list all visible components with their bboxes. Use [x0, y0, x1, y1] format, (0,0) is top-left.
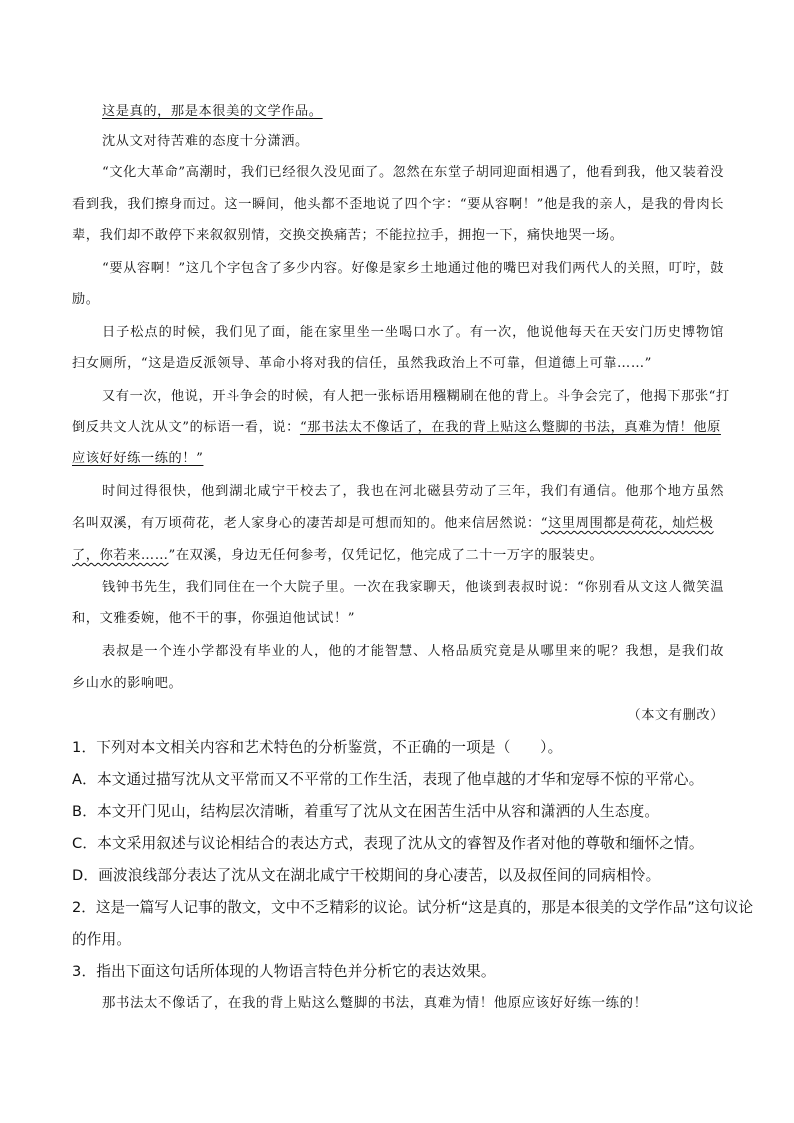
- passage-paragraph-7-line-3: [72, 545, 724, 567]
- passage-paragraph-3-line-2: 看到我，我们擦身而过。这一瞬间，他头都不歪地说了四个字：“要从容啊！”他是我的亲人，是我的骨肉长: [72, 197, 724, 212]
- passage-paragraph-4-line-1: “要从容啊！”这几个字包含了多少内容。好像是家乡土地通过他的嘴巴对我们两代人的关照，叮咛，鼓: [102, 261, 724, 276]
- paragraph-7-line-2-plain: 名叫双溪，有万顷荷花，老人家身心的凄苦却是可想而知的。他来信居然说：: [72, 516, 541, 531]
- passage-paragraph-7-line-2: [72, 513, 724, 535]
- passage-paragraph-9-line-2: 乡山水的影响吧。: [72, 676, 183, 691]
- passage-paragraph-5-line-1: 日子松点的时候，我们见了面，能在家里坐一坐喝口水了。有一次，他说他每天在天安门历史博物馆: [102, 325, 724, 340]
- passage-paragraph-3-line-3: 辈，我们却不敢停下来叙叙别情，交换交换痛苦；不能拉拉手，拥抱一下，痛快地哭一场。: [72, 228, 624, 243]
- passage-paragraph-6-line-1: 又有一次，他说，开斗争会的时候，有人把一张标语用糨糊刷在他的背上。斗争会完了，他揭下那张“打: [102, 389, 730, 404]
- passage-paragraph-4-line-2: 励。: [72, 292, 100, 307]
- question-3-quote: 那书法太不像话了，在我的背上贴这么蹩脚的书法，真难为情！他原应该好好练一练的！: [102, 996, 648, 1011]
- passage-paragraph-1: [72, 101, 724, 123]
- passage-paragraph-2: 沈从文对待苦难的态度十分潇洒。: [102, 134, 309, 149]
- passage-paragraph-6-line-3: [72, 448, 724, 470]
- source-note: （本文有删改）: [627, 708, 724, 723]
- passage-paragraph-3-line-1: “文化大革命”高潮时，我们已经很久没见面了。忽然在东堂子胡同迎面相遇了，他看到我，他又装着没: [102, 165, 724, 180]
- straight-underlined-quote-end: 应该好好练一练的！”: [72, 451, 204, 466]
- paragraph-6-line-2-plain: 倒反共文人沈从文”的标语一看，说：: [72, 420, 300, 435]
- underlined-sentence: 这是真的，那是本很美的文学作品。: [102, 104, 323, 119]
- passage-paragraph-9-line-1: 表叔是一个连小学都没有毕业的人，他的才能智慧、人格品质究竟是从哪里来的呢？我想，是我们故: [102, 644, 724, 659]
- paragraph-7-line-3-plain: ”在双溪，身边无任何参考，仅凭记忆，他完成了二十一万字的服装史。: [168, 548, 604, 563]
- passage-paragraph-7-line-1: 时间过得很快，他到湖北咸宁干校去了，我也在河北磁县劳动了三年，我们有通信。他那个地方虽然: [102, 484, 724, 499]
- passage-paragraph-5-line-2: 扫女厕所，“这是造反派领导、革命小将对我的信任，虽然我政治上不可靠，但道德上可靠……”: [72, 356, 652, 371]
- question-1-option-a: A．本文通过描写沈从文平常而又不平常的工作生活，表现了他卓越的才华和宠辱不惊的平常心。: [72, 771, 704, 788]
- passage-paragraph-8-line-2: 和，文雅委婉，他不干的事，你强迫他试试！”: [72, 611, 356, 626]
- wavy-underlined-quote-end: 了，你若来……: [72, 548, 169, 563]
- question-1-option-b: B．本文开门见山，结构层次清晰，着重写了沈从文在困苦生活中从容和潇洒的人生态度。: [72, 803, 660, 820]
- question-2-line-2: 的作用。: [72, 931, 132, 948]
- question-1-stem: 1．下列对本文相关内容和艺术特色的分析鉴赏，不正确的一项是（ ）。: [72, 739, 563, 756]
- straight-underlined-quote: “那书法太不像话了，在我的背上贴这么蹩脚的书法，真难为情！他原: [299, 420, 721, 435]
- wavy-underlined-quote: “这里周围都是荷花，灿烂极: [540, 516, 714, 531]
- question-3-stem: 3．指出下面这句话所体现的人物语言特色并分析它的表达效果。: [72, 963, 496, 980]
- question-1-option-d: D．画波浪线部分表达了沈从文在湖北咸宁干校期间的身心凄苦，以及叔侄间的同病相怜。: [72, 867, 661, 884]
- question-1-option-c: C．本文采用叙述与议论相结合的表达方式，表现了沈从文的睿智及作者对他的尊敬和缅怀之情。: [72, 835, 704, 852]
- passage-paragraph-8-line-1: 钱钟书先生，我们同住在一个大院子里。一次在我家聊天，他谈到表叔时说：“你别看从文这人微笑温: [102, 580, 724, 595]
- question-2-line-1: 2．这是一篇写人记事的散文，文中不乏精彩的议论。试分析“这是真的，那是本很美的文学作品”这句议论: [72, 899, 754, 916]
- passage-paragraph-6-line-2: [72, 417, 724, 439]
